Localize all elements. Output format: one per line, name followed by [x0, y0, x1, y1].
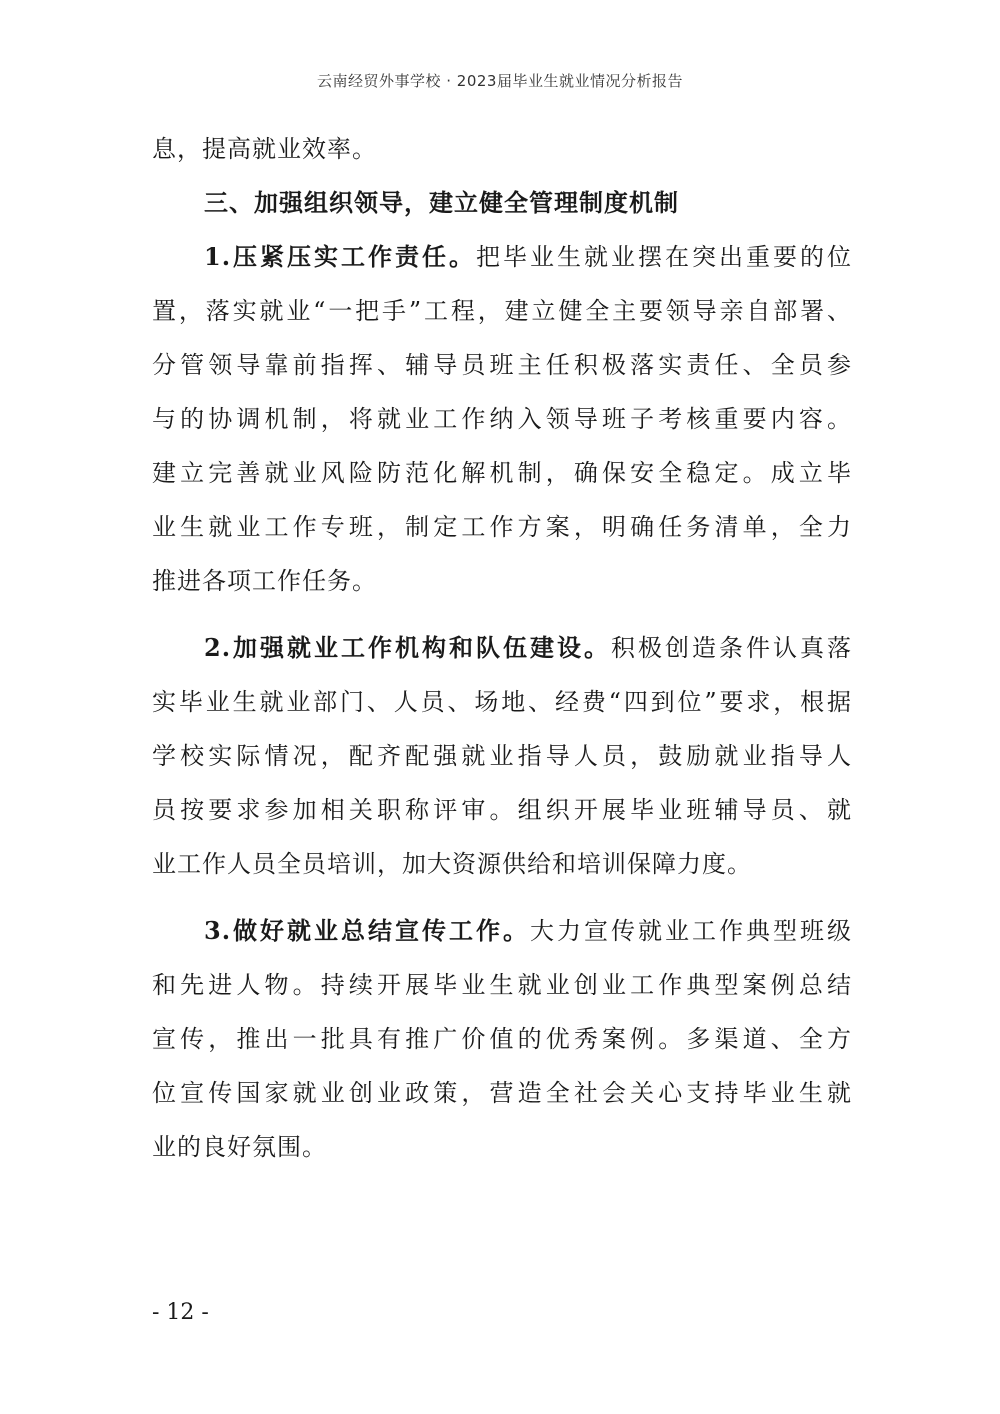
paragraph-line: 业的良好氛围。: [152, 1133, 327, 1161]
paragraph-line: 和先进人物。持续开展毕业生就业创业工作典型案例总结: [152, 971, 852, 999]
paragraph-line: 员按要求参加相关职称评审。组织开展毕业班辅导员、就: [152, 796, 852, 824]
paragraph-line: [152, 621, 852, 675]
paragraph-gap: [152, 891, 852, 904]
paragraph-lead: 1.压紧压实工作责任。: [204, 242, 477, 271]
paragraph-line: 建立完善就业风险防范化解机制，确保安全稳定。成立毕: [152, 459, 852, 487]
paragraph-line: [152, 904, 852, 958]
paragraph-lead: 3.做好就业总结宣传工作。: [204, 916, 531, 945]
section-heading: 三、加强组织领导，建立健全管理制度机制: [204, 188, 679, 217]
paragraph-gap: [152, 608, 852, 621]
paragraph-line: 推进各项工作任务。: [152, 567, 377, 595]
paragraph-text: 把毕业生就业摆在突出重要的位: [476, 243, 852, 271]
paragraph-text: 积极创造条件认真落: [611, 634, 852, 662]
paragraph-text: 大力宣传就业工作典型班级: [530, 917, 853, 945]
paragraph-line: 业生就业工作专班，制定工作方案，明确任务清单，全力: [152, 513, 852, 541]
paragraph-line: 位宣传国家就业创业政策，营造全社会关心支持毕业生就: [152, 1079, 852, 1107]
paragraph-line: 分管领导靠前指挥、辅导员班主任积极落实责任、全员参: [152, 351, 852, 379]
paragraph-line: 实毕业生就业部门、人员、场地、经费“四到位”要求，根据: [152, 688, 852, 716]
page-number: - 12 -: [152, 1300, 209, 1325]
paragraph-line: 与的协调机制，将就业工作纳入领导班子考核重要内容。: [152, 405, 852, 433]
document-body: [152, 122, 852, 1174]
paragraph-line: 置，落实就业“一把手”工程，建立健全主要领导亲自部署、: [152, 297, 852, 325]
paragraph-line: 学校实际情况，配齐配强就业指导人员，鼓励就业指导人: [152, 742, 852, 770]
paragraph-line: [152, 230, 852, 284]
paragraph-lead: 2.加强就业工作机构和队伍建设。: [204, 633, 612, 662]
running-header: 云南经贸外事学校 · 2023届毕业生就业情况分析报告: [317, 72, 683, 90]
paragraph-line: 宣传，推出一批具有推广价值的优秀案例。多渠道、全方: [152, 1025, 852, 1053]
paragraph-line: 息，提高就业效率。: [152, 135, 377, 163]
paragraph-line: 业工作人员全员培训，加大资源供给和培训保障力度。: [152, 850, 752, 878]
